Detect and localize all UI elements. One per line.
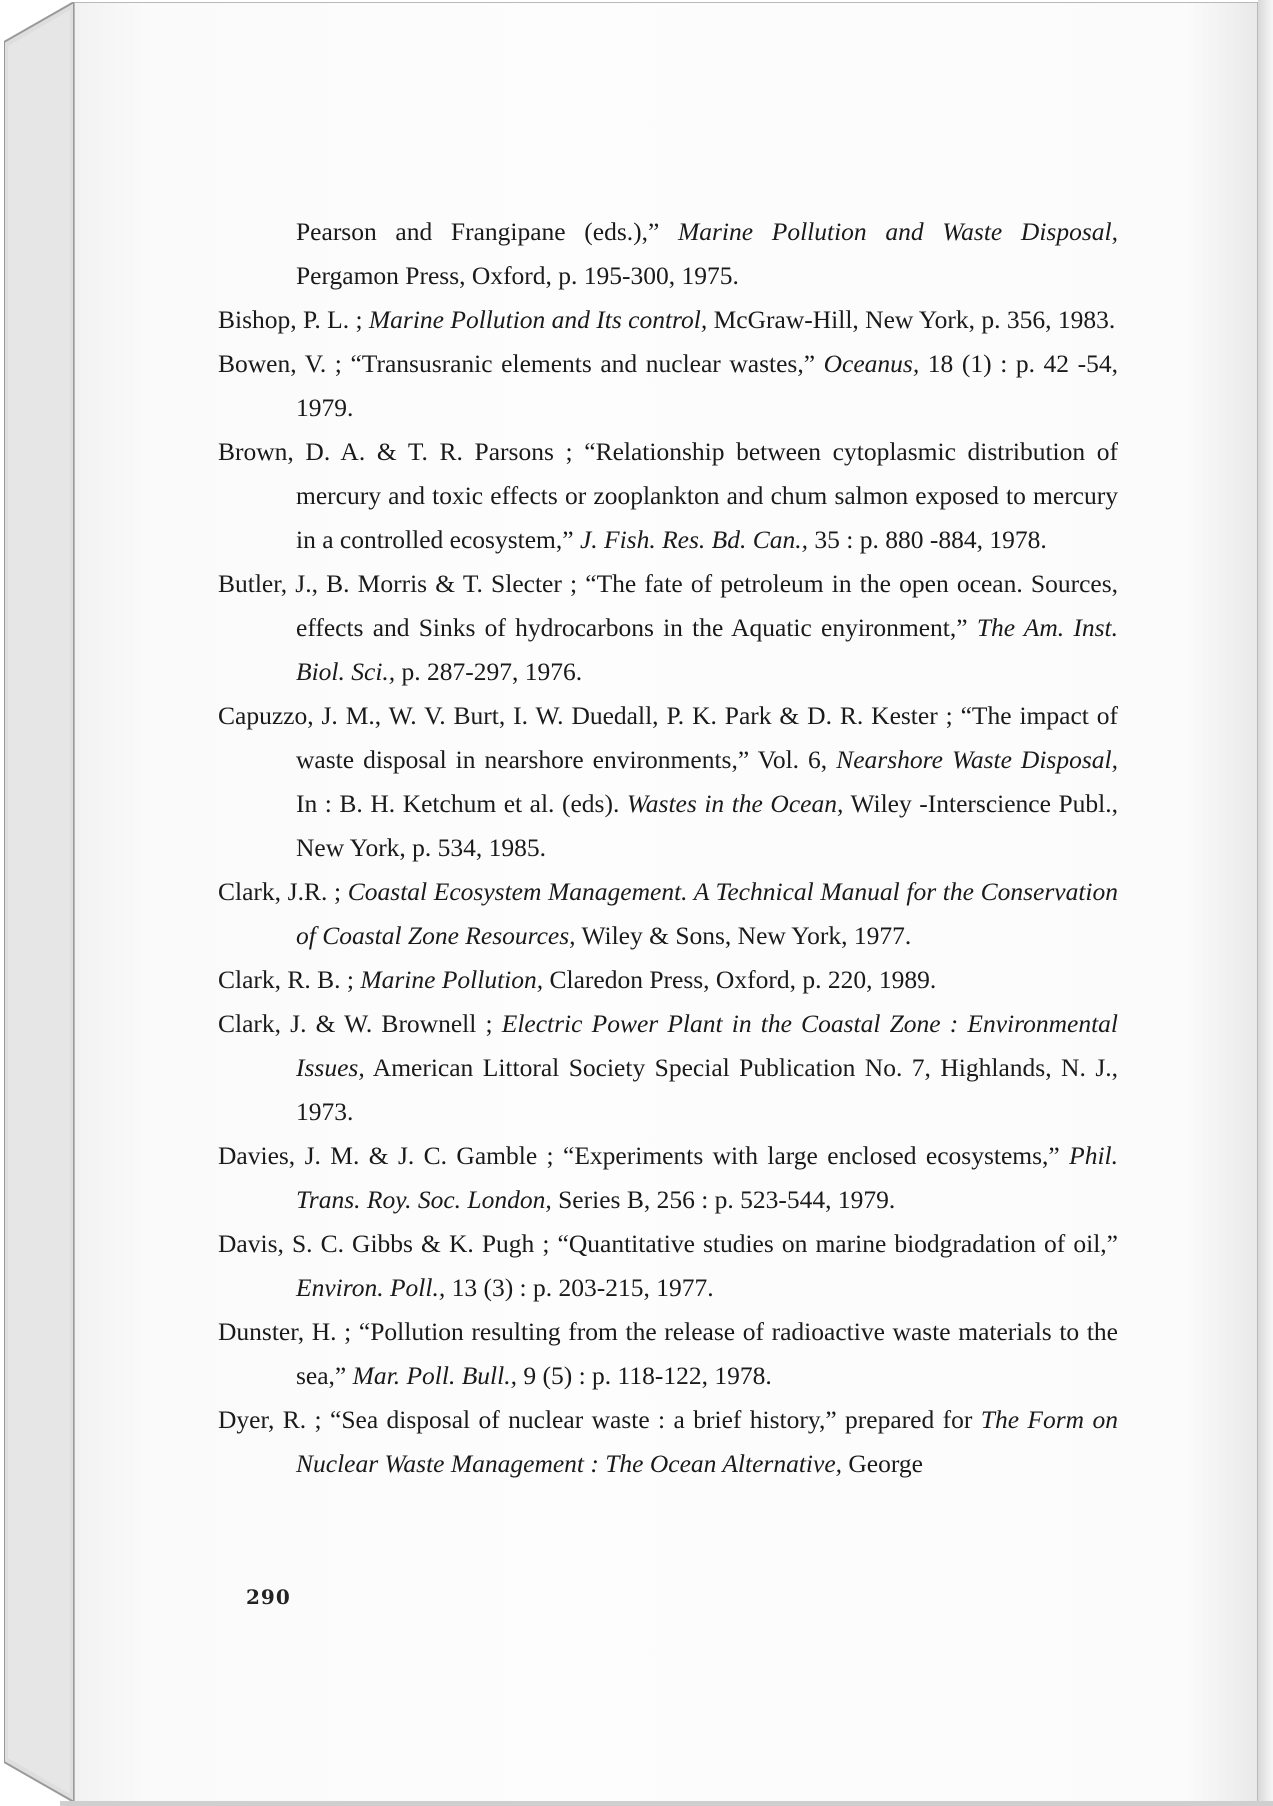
reference-entry [218, 562, 1118, 694]
reference-title: Coastal Ecosystem Management. A Technical Manual for the Conservation of Coastal Zone Resources, [296, 877, 1118, 950]
reference-text: p. 287-297, 1976. [395, 657, 583, 686]
reference-title: Marine Pollution and Its control, [368, 305, 708, 334]
reference-text: Pearson and Frangipane (eds.),” [296, 217, 679, 246]
reference-text: Bowen, V. ; “Transusranic elements and nuclear wastes,” [218, 349, 824, 378]
reference-text: McGraw-Hill, New York, p. 356, 1983. [707, 305, 1116, 334]
reference-title: The Am. Inst. Biol. Sci., [296, 613, 1119, 686]
reference-text: 18 (1) : p. 42 -54, 1979. [296, 349, 1118, 422]
reference-title: Marine Pollution and Waste Disposal, [678, 217, 1118, 246]
reference-title: Oceanus, [823, 349, 920, 378]
reference-text: 9 (5) : p. 118-122, 1978. [516, 1361, 772, 1390]
reference-entry [218, 1222, 1118, 1310]
reference-text: Dunster, H. ; “Pollution resulting from the release of radioactive waste materials to the sea,” [218, 1317, 1118, 1390]
reference-text: In : B. H. Ketchum et al. (eds). [296, 789, 627, 818]
reference-entry [218, 694, 1118, 870]
reference-entry [218, 430, 1118, 562]
reference-entry [218, 1398, 1118, 1486]
book-spine [4, 2, 76, 1802]
reference-entry [218, 1310, 1118, 1398]
reference-text: Davies, J. M. & J. C. Gamble ; “Experiments with large enclosed ecosystems,” [218, 1141, 1070, 1170]
reference-title: Mar. Poll. Bull., [352, 1361, 517, 1390]
reference-text: Wiley -Interscience Publ., New York, p. 534, 1985. [296, 789, 1118, 862]
page-edge [1258, 0, 1273, 1806]
reference-text: Pergamon Press, Oxford, p. 195-300, 1975. [296, 261, 739, 290]
reference-text: Series B, 256 : p. 523-544, 1979. [551, 1185, 896, 1214]
reference-list [218, 210, 1118, 1486]
reference-text: Wiley & Sons, New York, 1977. [575, 921, 912, 950]
reference-text: Dyer, R. ; “Sea disposal of nuclear waste : a brief history,” prepared for [218, 1405, 981, 1434]
reference-entry [218, 1002, 1118, 1134]
reference-text: Clark, J. & W. Brownell ; [218, 1009, 502, 1038]
reference-title: Environ. Poll., [296, 1273, 446, 1302]
reference-title: J. Fish. Res. Bd. Can., [579, 525, 809, 554]
page-number: 290 [246, 1585, 291, 1609]
reference-title: The Form on Nuclear Waste Management : The Ocean Alternative, [296, 1405, 1118, 1478]
reference-text: American Littoral Society Special Publication No. 7, Highlands, N. J., 1973. [296, 1053, 1118, 1126]
reference-entry [218, 958, 1118, 1002]
reference-title: Nearshore Waste Disposal, [836, 745, 1118, 774]
reference-title: Electric Power Plant in the Coastal Zone : Environmental Issues, [296, 1009, 1118, 1082]
reference-text: George [842, 1449, 923, 1478]
reference-entry [218, 298, 1118, 342]
reference-entry [218, 870, 1118, 958]
reference-entry [218, 1134, 1118, 1222]
reference-text: Brown, D. A. & T. R. Parsons ; “Relationship between cytoplasmic distribution of mercury and toxic effects or zooplankton and chum salmon exposed to mercury in a controlled ecosystem,” [218, 437, 1118, 554]
reference-text: Claredon Press, Oxford, p. 220, 1989. [543, 965, 937, 994]
reference-text: 35 : p. 880 -884, 1978. [808, 525, 1047, 554]
reference-title: Marine Pollution, [360, 965, 544, 994]
reference-text: Capuzzo, J. M., W. V. Burt, I. W. Duedall, P. K. Park & D. R. Kester ; “The impact of waste disposal in nearshore environments,” Vol. 6, [218, 701, 1118, 774]
reference-title: Phil. Trans. Roy. Soc. London, [296, 1141, 1118, 1214]
reference-text: Davis, S. C. Gibbs & K. Pugh ; “Quantitative studies on marine biodgradation of oil,” [218, 1229, 1118, 1258]
reference-title: Wastes in the Ocean, [626, 789, 844, 818]
reference-entry [218, 342, 1118, 430]
reference-text: Clark, R. B. ; [218, 965, 361, 994]
reference-text: Bishop, P. L. ; [218, 305, 369, 334]
page-bottom-edge [60, 1801, 1273, 1806]
reference-text: 13 (3) : p. 203-215, 1977. [445, 1273, 714, 1302]
reference-text: Clark, J.R. ; [218, 877, 348, 906]
reference-text: Butler, J., B. Morris & T. Slecter ; “The fate of petroleum in the open ocean. Sources, effects and Sinks of hydrocarbons in the Aquatic enyironment,” [218, 569, 1118, 642]
reference-entry [218, 210, 1118, 298]
